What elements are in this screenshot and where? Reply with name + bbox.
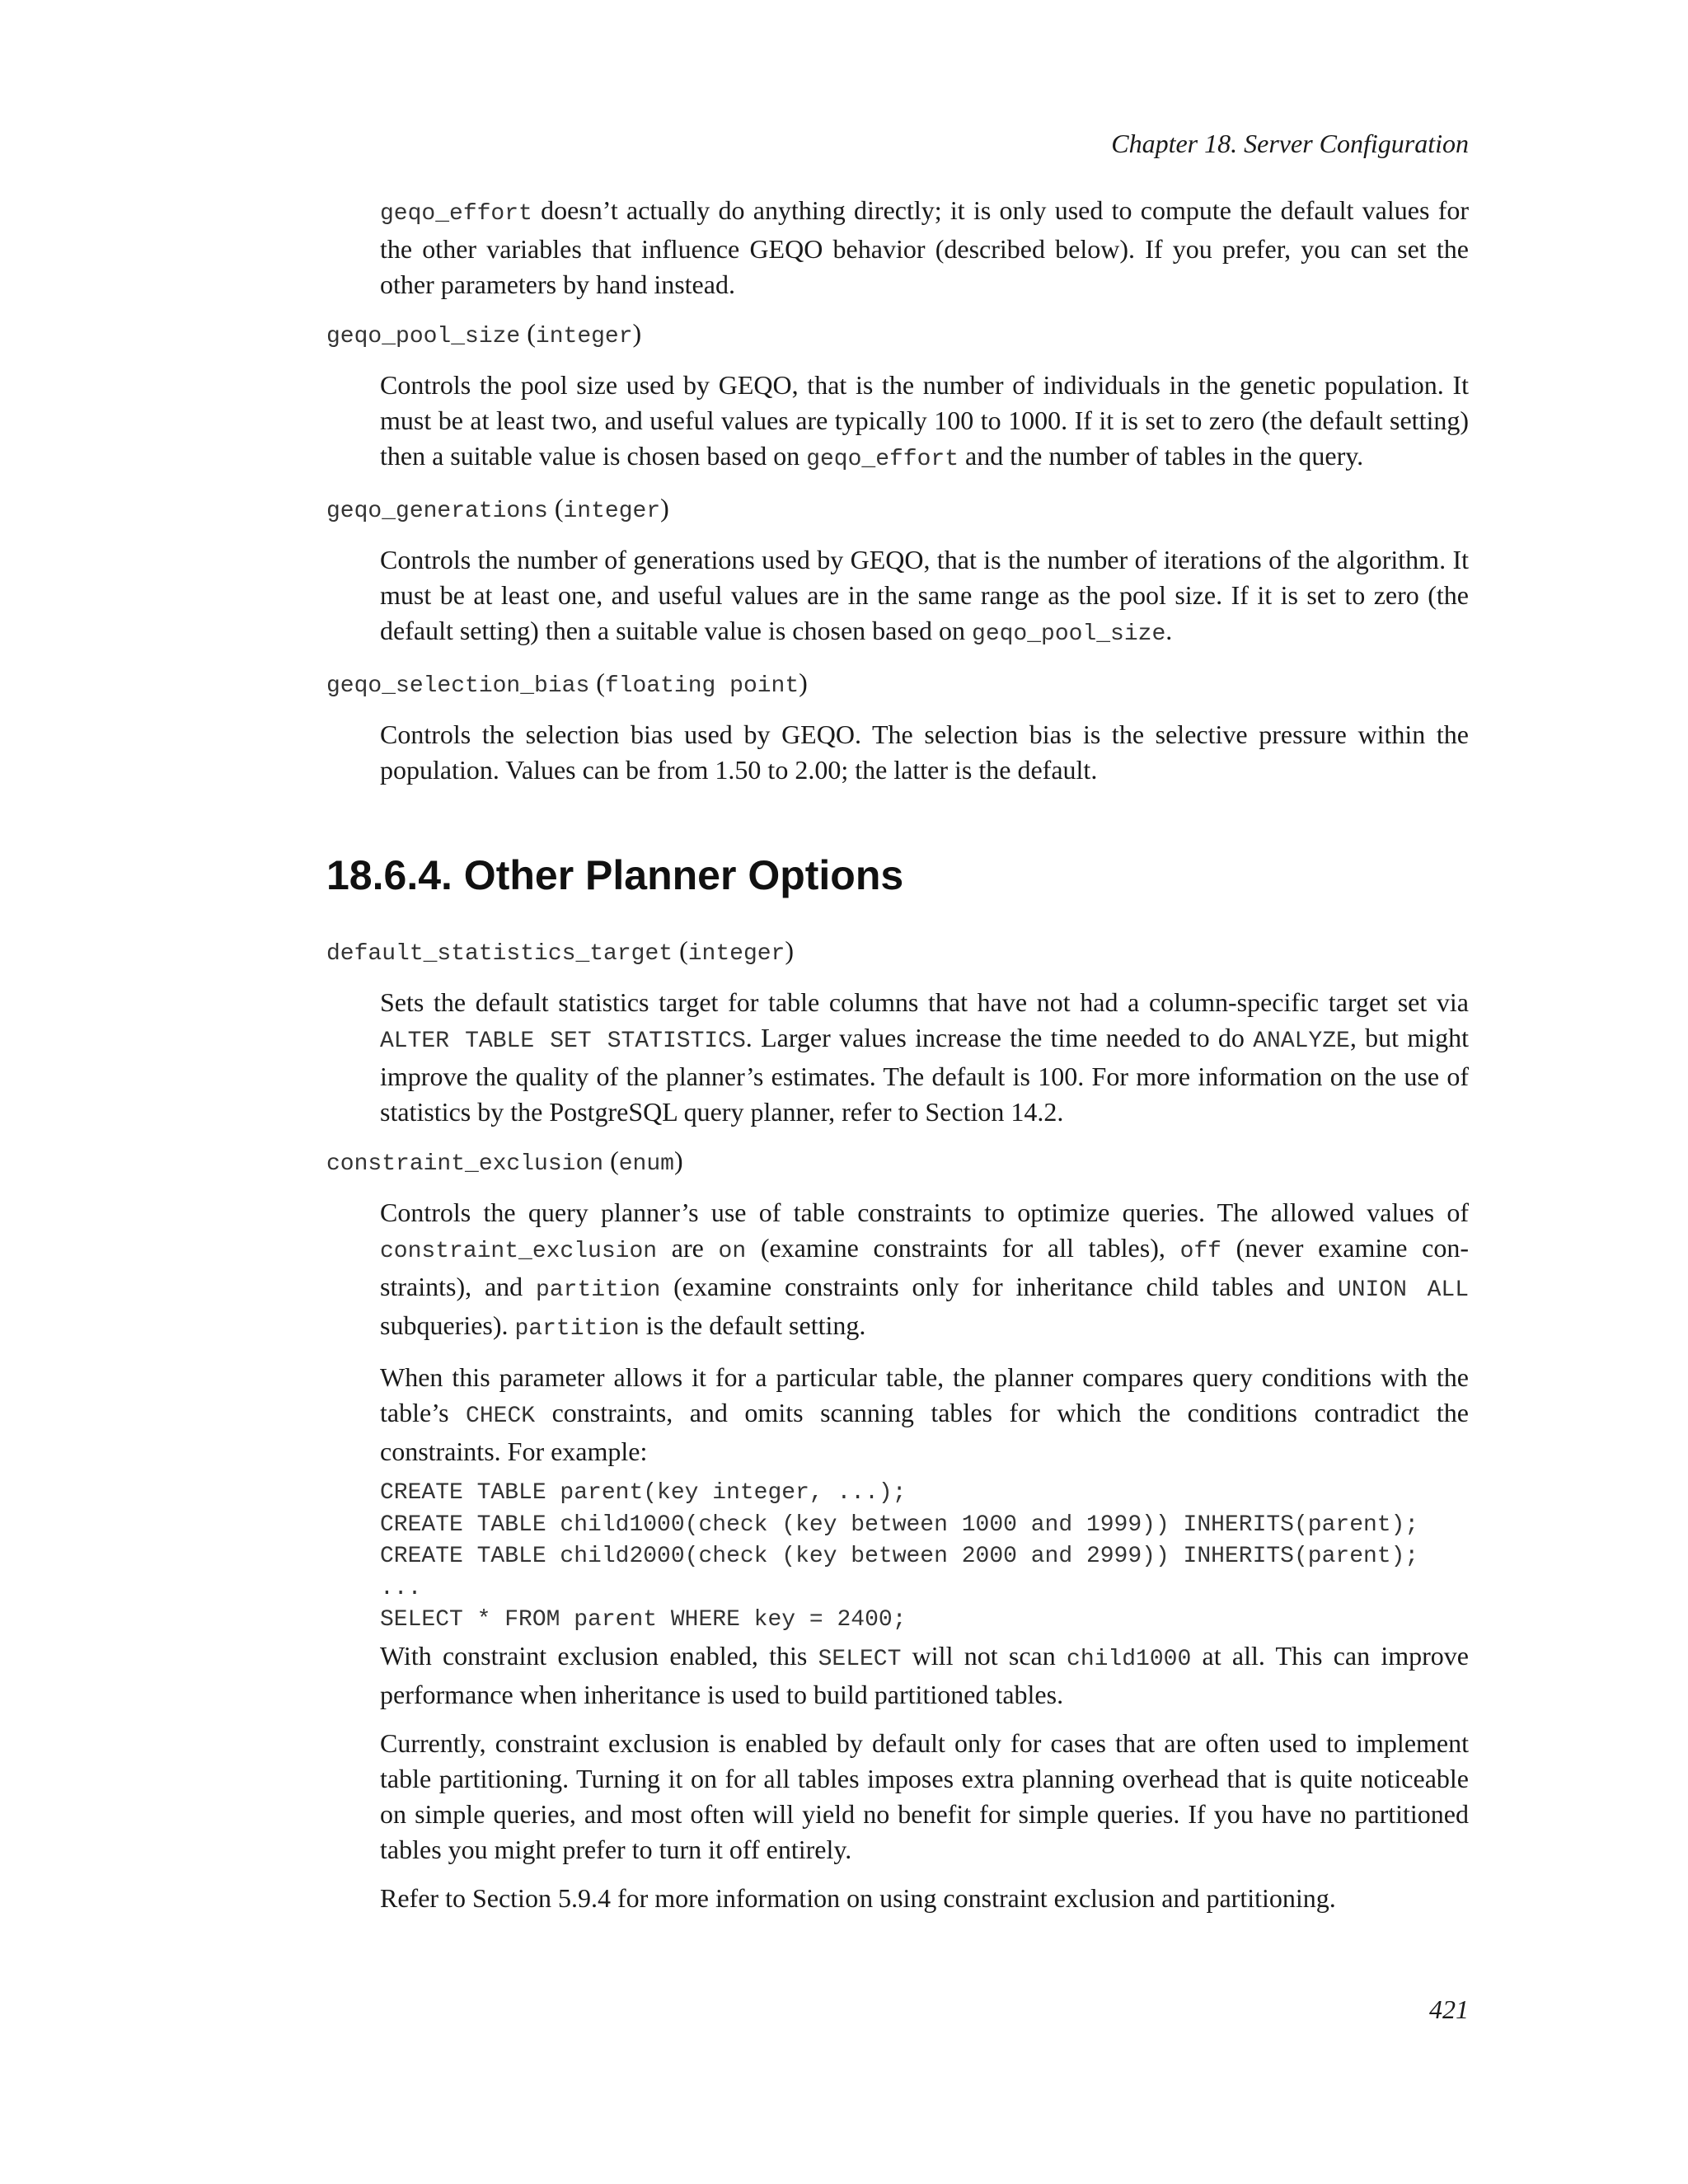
param-name: default_statistics_target [326, 941, 673, 967]
page-number: 421 [1429, 1994, 1469, 2024]
param-name: constraint_exclusion [326, 1151, 604, 1177]
param-name: geqo_generations [326, 499, 548, 524]
param-type: floating point [604, 673, 799, 699]
param-desc-constraint-exclusion: Controls the query planner’s use of table constraints to optimize queries. The allowed values of constraint_exclusion are on (examine constraints for all tables), off (never examine con-straints), and partition (examine constraints only for inheritance child tables and UNION ALL subqueries). partition is the default setting. [380, 1197, 1470, 1342]
page-content [326, 193, 1469, 1929]
code-geqo-pool-size: geqo_pool_size [972, 621, 1166, 647]
param-type: integer [563, 499, 661, 524]
code-geqo-effort: geqo_effort [380, 201, 532, 227]
param-type: integer [687, 941, 785, 967]
param-name: geqo_selection_bias [326, 673, 590, 699]
param-term-geqo-selection-bias: geqo_selection_bias (floating point) [326, 668, 808, 699]
paragraph-default-behavior: Currently, constraint exclusion is enabled by default only for cases that are often used to implement table partitioning. Turning it on for all tables imposes extra planning overhead that is quite noticeable on simple queries, and most often will yield no benefit for simple queries. If you have no partitioned tables you might prefer to turn it off entirely. [380, 1727, 1469, 1864]
code-line: SELECT * FROM parent WHERE key = 2400; [380, 1607, 907, 1633]
running-header: Chapter 18. Server Configuration [1111, 129, 1469, 158]
code-alter-table: ALTER TABLE SET STATISTICS [380, 1029, 746, 1054]
code-analyze: ANALYZE [1253, 1029, 1350, 1054]
code-example [380, 1478, 1469, 1637]
paragraph-select-scan: With constraint exclusion enabled, this SELECT will not scan child1000 at all. This can improve performance when inheritance is used to build partitioned tables. [380, 1640, 1470, 1709]
paragraph-check-constraints: When this parameter allows it for a particular table, the planner compares query conditions with the table’s CHECK constraints, and omits scanning tables for which the conditions contradict the constraints. For example: [380, 1362, 1470, 1466]
code-line: CREATE TABLE child2000(check (key between 2000 and 2999)) INHERITS(parent); [380, 1544, 1419, 1569]
param-name: geqo_pool_size [326, 324, 521, 349]
code-line: CREATE TABLE parent(key integer, ...); [380, 1480, 907, 1506]
param-desc-geqo-generations: Controls the number of generations used by GEQO, that is the number of iterations of the algorithm. It must be at least one, and useful values are in the same range as the pool size. If it is set to zero (the default setting) then a suitable value is chosen based on geqo_pool_size. [380, 545, 1469, 647]
param-type: integer [535, 324, 633, 349]
param-term-constraint-exclusion: constraint_exclusion (enum) [326, 1146, 683, 1177]
param-desc-default-statistics-target: Sets the default statistics target for table columns that have not had a column-specific target set via ALTER TABLE SET STATISTICS. Larger values increase the time needed to do ANALYZE, but might improve the quality of the planner’s estimates. The default is 100. For more information on the use of statistics by the PostgreSQL query planner, refer to Section 14.2. [380, 987, 1470, 1127]
paragraph-reference: Refer to Section 5.9.4 for more information on using constraint exclusion and partitioning. [380, 1882, 1336, 1913]
geqo-effort-description: geqo_effort doesn’t actually do anything directly; it is only used to compute the default values for the other variables that influence GEQO behavior (described below). If you prefer, you can set the other parameters by hand instead. [380, 195, 1469, 299]
param-term-geqo-generations: geqo_generations (integer) [326, 493, 669, 524]
section-heading: 18.6.4. Other Planner Options [326, 852, 904, 898]
param-term-default-statistics-target: default_statistics_target (integer) [326, 935, 795, 967]
param-term-geqo-pool-size: geqo_pool_size (integer) [326, 318, 642, 349]
code-line: ... [380, 1575, 422, 1601]
code-geqo-effort: geqo_effort [806, 447, 959, 472]
param-desc-geqo-pool-size: Controls the pool size used by GEQO, that is the number of individuals in the genetic population. It must be at least two, and useful values are typically 100 to 1000. If it is set to zero (the default setting) then a suitable value is chosen based on geqo_effort and the number of tables in the query. [380, 370, 1469, 472]
code-line: CREATE TABLE child1000(check (key between 1000 and 1999)) INHERITS(parent); [380, 1511, 1419, 1538]
param-type: enum [618, 1151, 674, 1177]
param-desc-geqo-selection-bias: Controls the selection bias used by GEQO. The selection bias is the selective pressure within the population. Values can be from 1.50 to 2.00; the latter is the default. [380, 719, 1469, 785]
